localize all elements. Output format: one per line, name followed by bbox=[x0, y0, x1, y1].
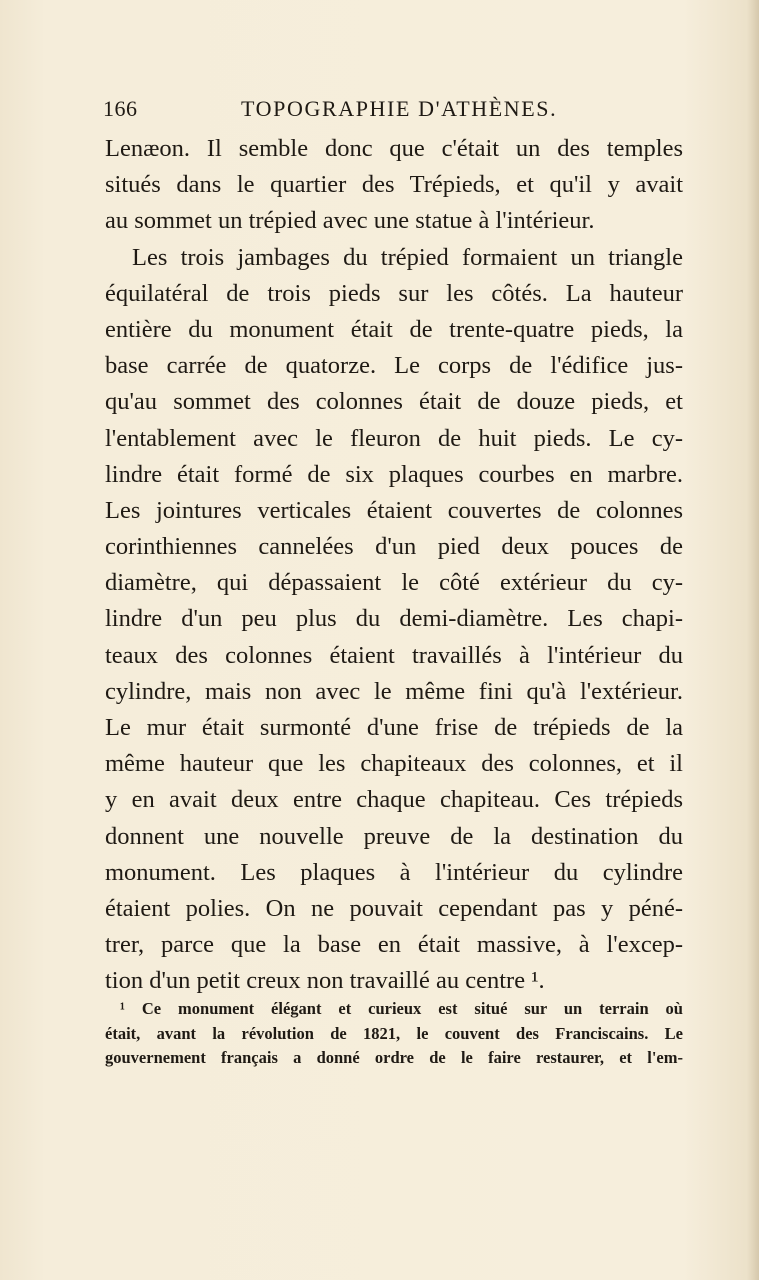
text-line: au sommet un trépied avec une statue à l'intérieur. bbox=[105, 207, 595, 235]
text-line: Les trois jambages du trépied formaient un triangle bbox=[132, 243, 683, 271]
text-line: diamètre, qui dépassaient le côté extérieur du cy- bbox=[105, 569, 683, 597]
text-line: y en avait deux entre chaque chapiteau. Ces trépieds bbox=[105, 786, 683, 814]
page-header bbox=[103, 96, 683, 126]
text-line: donnent une nouvelle preuve de la destination du bbox=[105, 822, 683, 850]
text-line: qu'au sommet des colonnes était de douze pieds, et bbox=[105, 388, 683, 416]
text-line: étaient polies. On ne pouvait cependant pas y péné- bbox=[105, 894, 683, 922]
footnote-line: ¹ Ce monument élégant et curieux est situé sur un terrain où bbox=[120, 999, 683, 1018]
text-line: même hauteur que les chapiteaux des colonnes, et il bbox=[105, 750, 683, 778]
footnote-line: était, avant la révolution de 1821, le couvent des Franciscains. Le bbox=[105, 1023, 683, 1043]
text-line: cylindre, mais non avec le même fini qu'à l'extérieur. bbox=[105, 677, 683, 705]
text-line: situés dans le quartier des Trépieds, et qu'il y avait bbox=[105, 171, 683, 199]
text-line: l'entablement avec le fleuron de huit pieds. Le cy- bbox=[105, 424, 683, 452]
text-line: trer, parce que la base en était massive, à l'excep- bbox=[105, 931, 683, 959]
text-line: teaux des colonnes étaient travaillés à l'intérieur du bbox=[105, 641, 683, 669]
text-line: équilatéral de trois pieds sur les côtés. La hauteur bbox=[105, 279, 683, 307]
footnotes bbox=[105, 997, 683, 1071]
page-edge-shadow bbox=[747, 0, 759, 1280]
text-line: entière du monument était de trente-quatre pieds, la bbox=[105, 315, 683, 343]
body-text bbox=[105, 131, 683, 1000]
text-line: Les jointures verticales étaient couvertes de colonnes bbox=[105, 496, 683, 524]
text-line: lindre était formé de six plaques courbes en marbre. bbox=[105, 460, 683, 488]
running-title: TOPOGRAPHIE D'ATHÈNES. bbox=[241, 96, 558, 121]
text-line: monument. Les plaques à l'intérieur du cylindre bbox=[105, 858, 683, 886]
text-line: tion d'un petit creux non travaillé au centre ¹. bbox=[105, 967, 545, 995]
text-line: Le mur était surmonté d'une frise de trépieds de la bbox=[105, 714, 683, 741]
text-line: corinthiennes cannelées d'un pied deux pouces de bbox=[105, 533, 683, 561]
text-line: Lenæon. Il semble donc que c'était un des temples bbox=[105, 135, 683, 162]
text-line: base carrée de quatorze. Le corps de l'édifice jus- bbox=[105, 352, 683, 380]
page-number: 166 bbox=[103, 96, 138, 121]
text-line: lindre d'un peu plus du demi-diamètre. Les chapi- bbox=[105, 605, 683, 633]
footnote-line: gouvernement français a donné ordre de le faire restaurer, et l'em- bbox=[105, 1048, 683, 1067]
